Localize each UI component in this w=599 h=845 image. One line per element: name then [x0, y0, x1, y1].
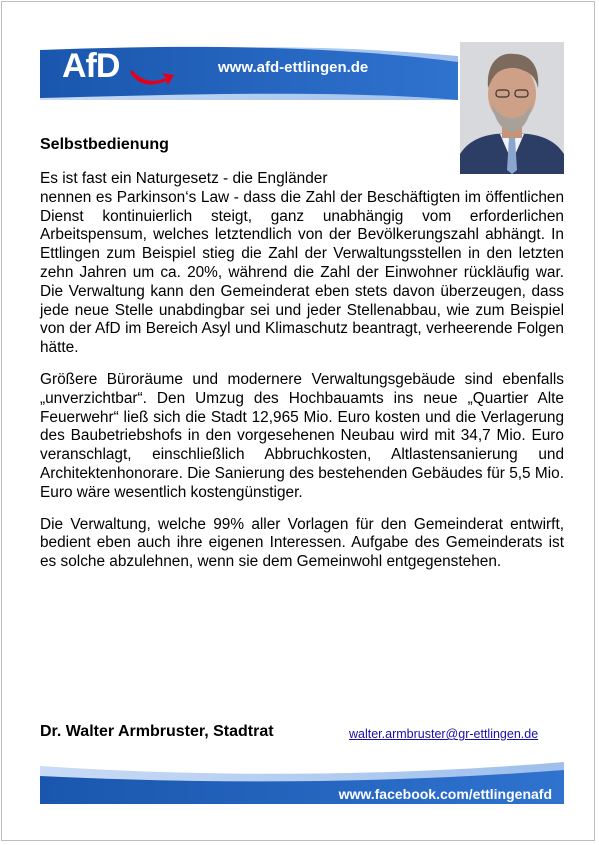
paragraph-2: Größere Büroräume und modernere Verwaltungsgebäude sind ebenfalls „unverzichtbar“. Den Umzug des Hochbauamts ins neue „Quartier Alte Feuerwehr“ ließ sich die Stadt 12,965 Mio. Euro kosten und die Verlagerung des Baubetriebshofs in den vorgesehenen Neubau wird mit 34,7 Mio. Euro veranschlagt, einschließlich Abbruchkosten, Altlastensanierung und Architektenhonorare. Die Sanierung des bestehenden Gebäudes für 5,5 Mio. Euro wäre wesentlich kostengünstiger.: [40, 370, 564, 501]
article-body: [40, 170, 564, 585]
paragraph-1-first-line: Es ist fast ein Naturgesetz - die Engländer: [40, 170, 328, 187]
author-signature: Dr. Walter Armbruster, Stadtrat: [40, 723, 274, 740]
flyer-page: [1, 1, 595, 841]
afd-logo: AfD: [62, 47, 120, 85]
footer-website: www.facebook.com/ettlingenafd: [338, 786, 552, 802]
author-portrait: [460, 42, 564, 174]
footer-banner: [40, 762, 564, 804]
article-title: Selbstbedienung: [40, 136, 169, 153]
author-email-link[interactable]: walter.armbruster@gr-ettlingen.de: [349, 727, 539, 741]
header-website: www.afd-ettlingen.de: [218, 59, 369, 76]
portrait-photo: [460, 42, 564, 174]
paragraph-1: [40, 170, 564, 358]
paragraph-1-text: nennen es Parkinson‘s Law - dass die Zahl der Beschäftigten im öffentlichen Dienst kontinuierlich steigt, ganz unabhängig vom erforderlichen Arbeitspensum, welches letztendlich von der Bevölkerungszahl abhängt. In Ettlingen zum Beispiel stieg die Zahl der Verwaltungsstellen in den letzten zehn Jahren um ca. 20%, während die Zahl der Einwohner rückläufig war. Die Verwaltung kann den Gemeinderat eben stets davon überzeugen, dass jede neue Stelle unabdingbar sei und jeder Stellenabbau, wie zum Beispiel von der AfD im Bereich Asyl und Klimaschutz beantragt, verheerende Folgen hätte.: [40, 188, 564, 357]
header-banner: [40, 42, 458, 100]
paragraph-3: Die Verwaltung, welche 99% aller Vorlagen für den Gemeinderat entwirft, bedient eben auch ihre eigenen Interessen. Aufgabe des Gemeinderats ist es solche abzulehnen, wenn sie dem Gemeinwohl entgegenstehen.: [40, 515, 564, 571]
